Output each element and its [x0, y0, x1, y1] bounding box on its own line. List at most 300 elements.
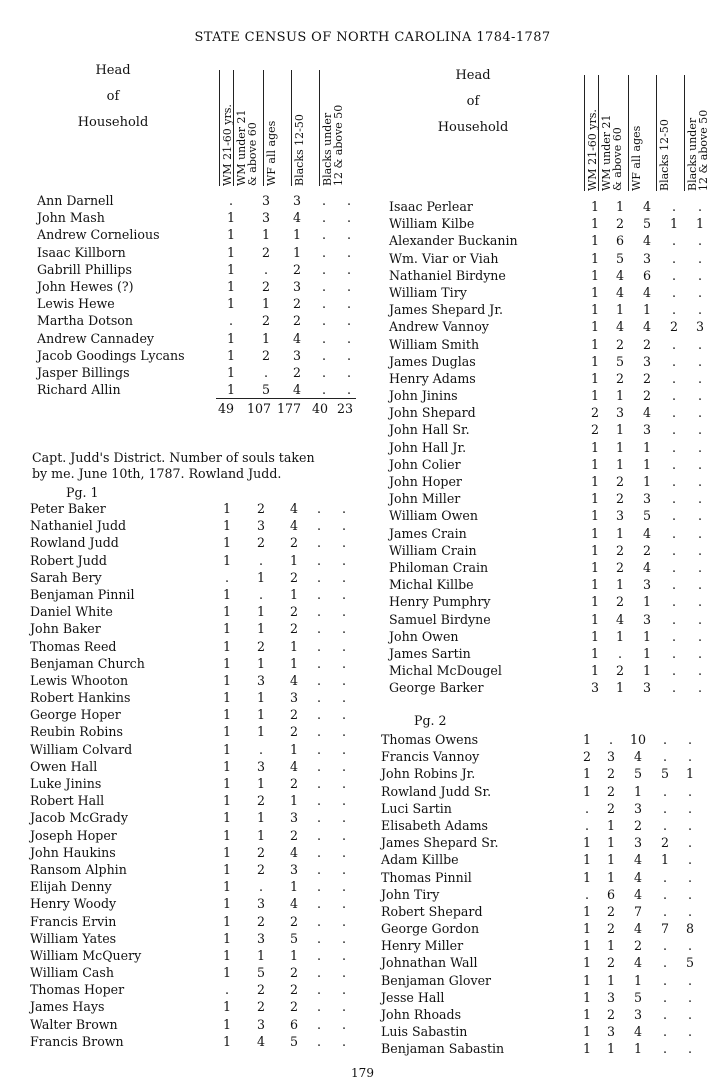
count-cell: . [341, 999, 346, 1015]
count-cell: 1 [615, 302, 624, 318]
count-cell: 1 [222, 879, 231, 895]
count-cell: 2 [606, 766, 615, 782]
count-cell: 1 [633, 972, 642, 988]
count-cell: 2 [261, 347, 270, 363]
count-cell: . [321, 330, 326, 346]
count-cell: . [341, 586, 346, 602]
count-cell: 2 [289, 999, 298, 1015]
left-column-headers [219, 70, 350, 186]
household-name: Benjaman Sabastin [381, 1041, 505, 1057]
count-cell: 4 [642, 525, 651, 541]
head-of-household-label-right [430, 63, 516, 141]
count-cell: 2 [292, 296, 301, 312]
count-cell: 2 [292, 313, 301, 329]
household-name: Peter Baker [30, 501, 106, 516]
count-cell: 2 [642, 370, 651, 386]
count-cell: . [671, 353, 676, 369]
count-cell: 1 [222, 552, 231, 568]
count-cell: 1 [261, 296, 270, 312]
household-name: James Shepard Sr. [381, 835, 499, 851]
count-cell: 1 [582, 989, 591, 1005]
household-name: John Rhoads [381, 1007, 462, 1022]
count-cell: 4 [289, 672, 298, 688]
count-cell: 7 [660, 921, 669, 937]
count-cell: 2 [289, 604, 298, 620]
count-cell: 2 [289, 707, 298, 723]
column-header [684, 75, 715, 191]
total-value: 23 [336, 401, 354, 416]
count-cell: 4 [289, 844, 298, 860]
count-cell: . [697, 680, 702, 696]
household-name: William Owen [389, 508, 478, 524]
count-cell: . [687, 817, 692, 833]
count-cell: . [687, 1024, 692, 1040]
count-cell: 3 [256, 758, 265, 774]
count-cell: . [687, 989, 692, 1005]
count-cell: 1 [256, 621, 265, 637]
count-cell: . [346, 244, 351, 260]
household-name: William Kilbe [389, 216, 475, 232]
household-name: Benjaman Church [30, 655, 145, 671]
count-cell: . [258, 586, 263, 602]
count-cell: 1 [615, 577, 624, 593]
count-cell: 4 [289, 518, 298, 534]
count-cell: 2 [292, 261, 301, 277]
count-cell: 6 [642, 267, 651, 283]
count-cell: 3 [642, 422, 651, 438]
pg1-label: Pg. 1 [66, 485, 99, 500]
household-name: Ann Darnell [37, 193, 114, 208]
household-name: John Owen [389, 628, 459, 644]
household-name: Luke Jinins [30, 776, 102, 791]
count-cell: 1 [222, 741, 231, 757]
count-cell: . [341, 896, 346, 912]
count-cell: 1 [582, 1024, 591, 1040]
count-cell: 3 [642, 491, 651, 507]
count-cell: . [316, 913, 321, 929]
count-cell: 1 [669, 216, 678, 232]
head-of-household-label [70, 58, 156, 136]
count-cell: 3 [261, 210, 270, 226]
count-cell: 1 [695, 216, 704, 232]
household-name: William Tiry [389, 284, 467, 300]
count-cell: 1 [590, 456, 599, 472]
count-cell: . [687, 869, 692, 885]
count-cell: 1 [606, 835, 615, 851]
count-cell: 1 [590, 577, 599, 593]
head-label-line: of [106, 89, 120, 104]
count-cell: . [687, 732, 692, 747]
count-cell: 5 [642, 216, 651, 232]
count-cell: . [341, 690, 346, 706]
household-name: Jacob McGrady [30, 810, 128, 826]
count-cell: 1 [642, 663, 651, 679]
count-cell: . [662, 1024, 667, 1040]
count-cell: . [341, 707, 346, 723]
count-cell: . [316, 810, 321, 826]
count-cell: . [662, 1041, 667, 1057]
count-cell: . [321, 210, 326, 226]
household-name: Daniel White [30, 604, 113, 620]
count-cell: 1 [642, 456, 651, 472]
count-cell: 1 [222, 604, 231, 620]
count-cell: 1 [582, 972, 591, 988]
count-cell: . [662, 972, 667, 988]
count-cell: 2 [615, 663, 624, 679]
household-name: Isaac Killborn [37, 244, 126, 260]
count-cell: 7 [633, 903, 642, 919]
count-cell: . [697, 611, 702, 627]
count-cell: . [341, 724, 346, 740]
count-cell: . [671, 474, 676, 489]
count-cell: . [584, 800, 589, 816]
count-cell: . [346, 278, 351, 294]
count-cell: 3 [695, 319, 704, 335]
head-label-line: Household [437, 120, 509, 135]
count-cell: . [316, 758, 321, 774]
count-cell: . [346, 382, 351, 398]
count-cell: 1 [615, 525, 624, 541]
count-cell: 1 [615, 388, 624, 404]
count-cell: 1 [222, 535, 231, 551]
count-cell: 2 [256, 535, 265, 551]
count-cell: . [687, 1041, 692, 1057]
count-cell: 1 [222, 844, 231, 860]
count-cell: 1 [256, 947, 265, 963]
count-cell: . [321, 347, 326, 363]
count-cell: 4 [633, 921, 642, 937]
count-cell: . [697, 508, 702, 524]
count-cell: . [697, 353, 702, 369]
count-cell: 3 [615, 508, 624, 524]
count-cell: 1 [590, 199, 599, 214]
district-note [32, 450, 315, 482]
household-name: Gabrill Phillips [37, 261, 132, 277]
count-cell: . [697, 199, 702, 214]
household-name: Robert Shepard [381, 903, 483, 919]
count-cell: . [671, 594, 676, 610]
count-cell: 5 [633, 989, 642, 1005]
household-name: Wm. Viar or Viah [389, 250, 499, 266]
count-cell: . [341, 758, 346, 774]
household-name: Isaac Perlear [389, 199, 473, 214]
count-cell: . [316, 793, 321, 809]
count-cell: 2 [289, 569, 298, 585]
household-name: Rowland Judd Sr. [381, 783, 492, 799]
totals-row [212, 400, 362, 417]
count-cell: . [224, 982, 229, 998]
household-name: William Colvard [30, 741, 133, 757]
count-cell: 2 [289, 965, 298, 981]
count-cell: 1 [292, 244, 301, 260]
count-cell: 1 [222, 810, 231, 826]
count-cell: 1 [590, 628, 599, 644]
household-name: Jacob Goodings Lycans [37, 347, 185, 363]
count-cell: . [316, 844, 321, 860]
household-name: John Haukins [30, 844, 116, 860]
count-cell: 1 [590, 353, 599, 369]
count-cell: . [697, 628, 702, 644]
count-cell: 1 [222, 501, 231, 516]
count-cell: 5 [261, 382, 270, 398]
count-cell: 1 [289, 879, 298, 895]
count-cell: 1 [642, 645, 651, 661]
count-cell: . [662, 869, 667, 885]
count-cell: 1 [222, 655, 231, 671]
count-cell: 3 [256, 1016, 265, 1032]
count-cell: . [258, 741, 263, 757]
count-cell: 2 [633, 938, 642, 954]
household-name: Andrew Cannadey [37, 330, 155, 346]
count-cell: 2 [606, 783, 615, 799]
count-cell: . [346, 364, 351, 380]
household-name: Luci Sartin [381, 800, 452, 816]
count-cell: 1 [226, 227, 235, 243]
count-cell: . [671, 542, 676, 558]
household-name: Thomas Hoper [30, 982, 125, 998]
count-cell: . [671, 199, 676, 214]
household-name: John Colier [389, 456, 461, 472]
count-cell: . [662, 749, 667, 765]
count-cell: 1 [222, 707, 231, 723]
count-cell: 2 [633, 817, 642, 833]
count-cell: 1 [590, 542, 599, 558]
count-cell: . [346, 347, 351, 363]
count-cell: . [341, 535, 346, 551]
count-cell: . [316, 999, 321, 1015]
count-cell: . [316, 518, 321, 534]
count-cell: 1 [256, 776, 265, 791]
count-cell: 3 [633, 800, 642, 816]
count-cell: . [341, 1033, 346, 1049]
count-cell: 2 [289, 621, 298, 637]
count-cell: 3 [256, 672, 265, 688]
total-value: 177 [277, 401, 302, 416]
count-cell: . [321, 261, 326, 277]
count-cell: . [671, 645, 676, 661]
count-cell: . [671, 525, 676, 541]
count-cell: . [584, 817, 589, 833]
count-cell: 1 [222, 776, 231, 791]
count-cell: 4 [642, 233, 651, 249]
count-cell: 1 [289, 552, 298, 568]
household-name: Martha Dotson [37, 313, 134, 329]
count-cell: 4 [615, 611, 624, 627]
count-cell: 2 [261, 278, 270, 294]
count-cell: . [697, 284, 702, 300]
count-cell: . [671, 388, 676, 404]
count-cell: 1 [226, 278, 235, 294]
household-name: Adam Killbe [381, 852, 459, 868]
count-cell: . [316, 638, 321, 654]
count-cell: 3 [615, 405, 624, 421]
household-name: Elisabeth Adams [381, 817, 488, 833]
count-cell: . [697, 302, 702, 318]
count-cell: . [346, 193, 351, 208]
household-name: Henry Pumphry [389, 594, 491, 610]
count-cell: 4 [642, 319, 651, 335]
column-header [598, 75, 628, 191]
count-cell: 2 [615, 559, 624, 575]
count-cell: 4 [289, 758, 298, 774]
count-cell: . [346, 330, 351, 346]
household-name: Michal Killbe [389, 577, 474, 593]
column-header [319, 70, 350, 186]
count-cell: . [316, 965, 321, 981]
count-cell: 1 [615, 680, 624, 696]
count-cell: 1 [582, 921, 591, 937]
household-name: Andrew Vannoy [389, 319, 489, 335]
count-cell: 2 [289, 535, 298, 551]
count-cell: . [316, 1033, 321, 1049]
count-cell: 4 [615, 267, 624, 283]
household-name: John Hoper [389, 474, 462, 489]
count-cell: 1 [256, 690, 265, 706]
count-cell: 2 [615, 336, 624, 352]
count-cell: 1 [222, 896, 231, 912]
count-cell: . [341, 930, 346, 946]
count-cell: . [316, 690, 321, 706]
count-cell: 1 [289, 655, 298, 671]
household-name: Luis Sabastin [381, 1024, 468, 1040]
count-cell: 4 [292, 382, 301, 398]
count-cell: 4 [633, 852, 642, 868]
household-name: Philoman Crain [389, 559, 489, 575]
count-cell: . [687, 835, 692, 851]
household-name: Robert Hall [30, 793, 105, 809]
household-name: James Duglas [389, 353, 476, 369]
count-cell: 4 [292, 210, 301, 226]
count-cell: . [341, 879, 346, 895]
count-cell: 2 [615, 370, 624, 386]
pg2-label: Pg. 2 [414, 713, 447, 728]
count-cell: 1 [222, 586, 231, 602]
count-cell: 1 [590, 388, 599, 404]
column-header-text: WM 21-60 yrs. [586, 109, 599, 191]
household-name: Nathaniel Birdyne [389, 267, 506, 283]
count-cell: . [341, 793, 346, 809]
count-cell: . [662, 800, 667, 816]
count-cell: 2 [256, 913, 265, 929]
count-cell: 1 [590, 645, 599, 661]
count-cell: 2 [606, 903, 615, 919]
count-cell: 1 [256, 707, 265, 723]
count-cell: 1 [256, 724, 265, 740]
column-header [628, 75, 656, 191]
count-cell: . [321, 244, 326, 260]
head-label-line: Head [455, 68, 491, 83]
count-cell: 6 [615, 233, 624, 249]
count-cell: 3 [642, 577, 651, 593]
count-cell: 1 [582, 869, 591, 885]
count-cell: 5 [642, 508, 651, 524]
count-cell: . [671, 577, 676, 593]
count-cell: . [662, 817, 667, 833]
right-column-headers [584, 75, 715, 191]
count-cell: 4 [289, 501, 298, 516]
count-cell: 5 [289, 1033, 298, 1049]
household-name: John Tiry [381, 886, 440, 902]
count-cell: . [687, 852, 692, 868]
page-number: 179 [351, 1066, 374, 1080]
count-cell: 6 [606, 886, 615, 902]
count-cell: 1 [226, 382, 235, 398]
count-cell: 1 [633, 783, 642, 799]
household-name: James Crain [389, 525, 467, 541]
count-cell: 1 [590, 491, 599, 507]
count-cell: 3 [256, 518, 265, 534]
count-cell: 1 [222, 638, 231, 654]
household-name: William Cash [30, 965, 115, 981]
household-name: William Yates [30, 930, 117, 946]
count-cell: 4 [633, 749, 642, 765]
count-cell: . [321, 193, 326, 208]
count-cell: 4 [615, 319, 624, 335]
column-header [291, 70, 319, 186]
column-header [656, 75, 684, 191]
count-cell: 1 [615, 628, 624, 644]
count-cell: 3 [590, 680, 599, 696]
count-cell: 2 [615, 474, 624, 489]
count-cell: . [697, 250, 702, 266]
column-header [584, 75, 598, 191]
count-cell: 1 [582, 903, 591, 919]
count-cell: 1 [642, 474, 651, 489]
household-name: Sarah Bery [30, 569, 102, 585]
count-cell: 1 [222, 758, 231, 774]
total-value: 49 [217, 401, 235, 416]
count-cell: . [258, 552, 263, 568]
count-cell: 1 [590, 525, 599, 541]
count-cell: . [697, 525, 702, 541]
count-cell: . [341, 672, 346, 688]
household-name: Jasper Billings [37, 364, 130, 380]
count-cell: 2 [289, 982, 298, 998]
count-cell: . [697, 456, 702, 472]
count-cell: . [662, 955, 667, 971]
column-header [219, 70, 233, 186]
count-cell: . [316, 604, 321, 620]
count-cell: 1 [606, 852, 615, 868]
count-cell: 4 [633, 1024, 642, 1040]
household-name: James Hays [30, 999, 105, 1015]
count-cell: . [341, 501, 346, 516]
household-name: James Sartin [389, 645, 471, 661]
count-cell: 1 [256, 655, 265, 671]
count-cell: 4 [633, 869, 642, 885]
count-cell: 4 [642, 405, 651, 421]
total-value: 40 [311, 401, 329, 416]
count-cell: 2 [582, 749, 591, 765]
head-label-line: Household [77, 115, 149, 130]
count-cell: . [697, 405, 702, 421]
count-cell: . [697, 542, 702, 558]
count-cell: . [687, 972, 692, 988]
count-cell: 2 [615, 491, 624, 507]
household-name: Henry Miller [381, 938, 464, 954]
household-name: Samuel Birdyne [389, 611, 491, 627]
count-cell: 1 [642, 628, 651, 644]
count-cell: . [662, 732, 667, 747]
count-cell: 1 [615, 439, 624, 455]
household-name: John Jinins [389, 388, 458, 404]
count-cell: 1 [642, 302, 651, 318]
count-cell: . [316, 861, 321, 877]
count-cell: . [341, 913, 346, 929]
count-cell: 1 [256, 810, 265, 826]
count-cell: 5 [289, 930, 298, 946]
count-cell: . [697, 594, 702, 610]
